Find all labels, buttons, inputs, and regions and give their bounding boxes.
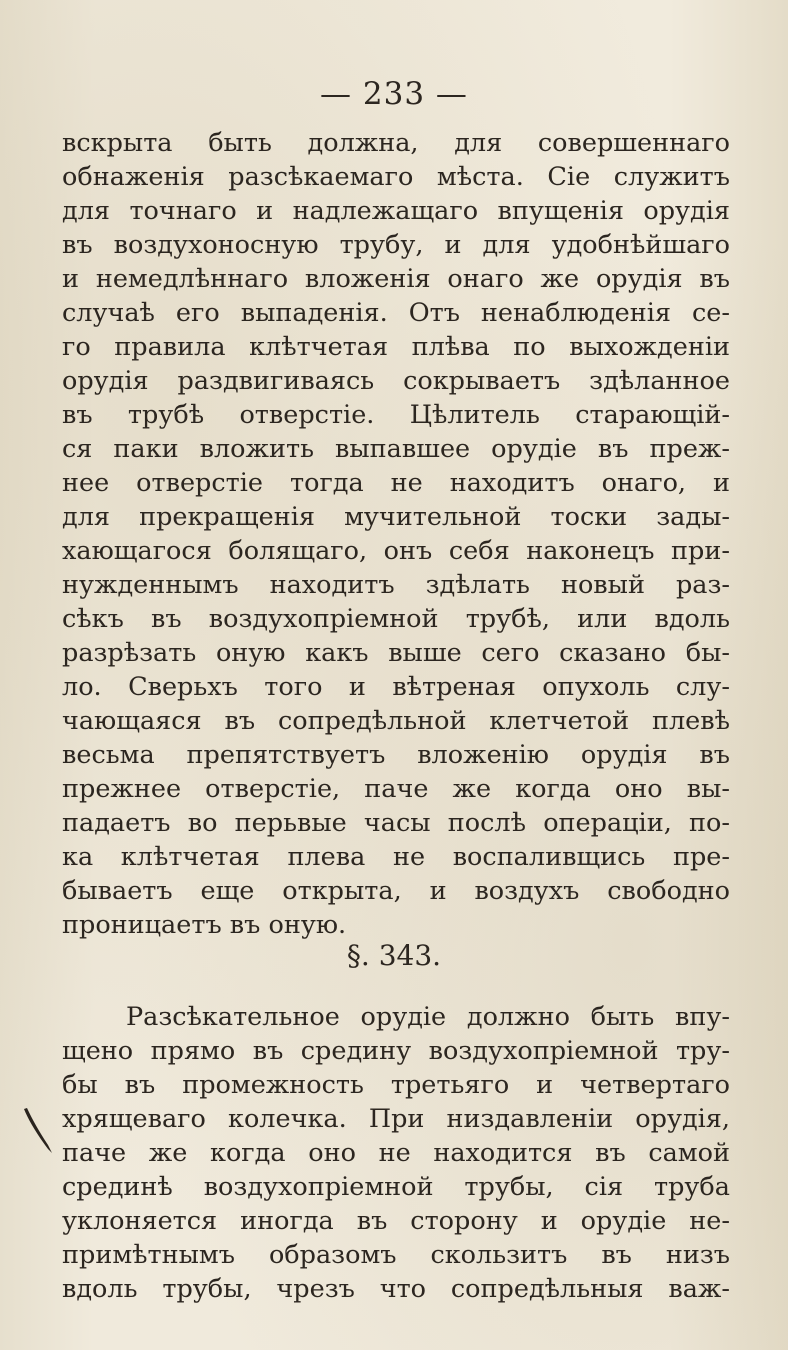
text-line: срединѣ воздухопріемной трубы, сія труба bbox=[62, 1172, 730, 1202]
text-line: орудія раздвигиваясь сокрываетъ здѣланное bbox=[62, 366, 730, 396]
text-line: Разсѣкательное орудіе должно быть впу- bbox=[126, 1002, 730, 1032]
text-line: сѣкъ въ воздухопріемной трубѣ, или вдоль bbox=[62, 604, 730, 634]
text-line: го правила клѣтчетая плѣва по выхожденіи bbox=[62, 332, 730, 362]
text-line: и немедлѣннаго вложенія онаго же орудія въ bbox=[62, 264, 730, 294]
text-line: ло. Сверьхъ того и вѣтреная опухоль слу- bbox=[62, 672, 730, 702]
text-line: для прекращенія мучительной тоски зады- bbox=[62, 502, 730, 532]
paragraph-1 bbox=[62, 126, 730, 942]
margin-pen-mark bbox=[18, 1105, 58, 1157]
text-line: примѣтнымъ образомъ скользитъ въ низъ bbox=[62, 1240, 730, 1270]
text-line: случаѣ его выпаденія. Отъ ненаблюденія се- bbox=[62, 298, 730, 328]
text-line: весьма препятствуетъ вложенію орудія въ bbox=[62, 740, 730, 770]
text-line: падаетъ во перьвые часы послѣ операціи, по- bbox=[62, 808, 730, 838]
text-line: нужденнымъ находитъ здѣлать новый раз- bbox=[62, 570, 730, 600]
text-line: хрящеваго колечка. При низдавленіи орудія, bbox=[62, 1104, 730, 1134]
text-line: хающагося болящаго, онъ себя наконецъ при- bbox=[62, 536, 730, 566]
text-line: бываетъ еще открыта, и воздухъ свободно bbox=[62, 876, 730, 906]
text-line: разрѣзать оную какъ выше сего сказано бы- bbox=[62, 638, 730, 668]
text-line: обнаженія разсѣкаемаго мѣста. Сіе служитъ bbox=[62, 162, 730, 192]
text-line: проницаетъ въ оную. bbox=[62, 910, 347, 940]
text-line: паче же когда оно не находится въ самой bbox=[62, 1138, 730, 1168]
paragraph-2 bbox=[62, 1000, 730, 1306]
text-line: въ воздухоносную трубу, и для удобнѣйшаго bbox=[62, 230, 730, 260]
text-line: вдоль трубы, чрезъ что сопредѣльныя важ- bbox=[62, 1274, 730, 1304]
text-line: ся паки вложить выпавшее орудіе въ преж- bbox=[62, 434, 730, 464]
text-line: для точнаго и надлежащаго впущенія орудія bbox=[62, 196, 730, 226]
text-line: нее отверстіе тогда не находитъ онаго, и bbox=[62, 468, 730, 498]
section-heading: §. 343. bbox=[346, 939, 442, 972]
text-line: прежнее отверстіе, паче же когда оно вы- bbox=[62, 774, 730, 804]
text-line: ка клѣтчетая плева не воспаливщись пре- bbox=[62, 842, 730, 872]
text-line: чающаяся въ сопредѣльной клетчетой плевѣ bbox=[62, 706, 730, 736]
text-line: въ трубѣ отверстіе. Цѣлитель старающій- bbox=[62, 400, 730, 430]
text-line: щено прямо въ средину воздухопріемной тру- bbox=[62, 1036, 730, 1066]
text-line: бы въ промежность третьяго и четвертаго bbox=[62, 1070, 730, 1100]
page-number: — 233 — bbox=[320, 76, 468, 112]
text-line: вскрыта быть должна, для совершеннаго bbox=[62, 128, 730, 158]
text-line: уклоняется иногда въ сторону и орудіе не- bbox=[62, 1206, 730, 1236]
